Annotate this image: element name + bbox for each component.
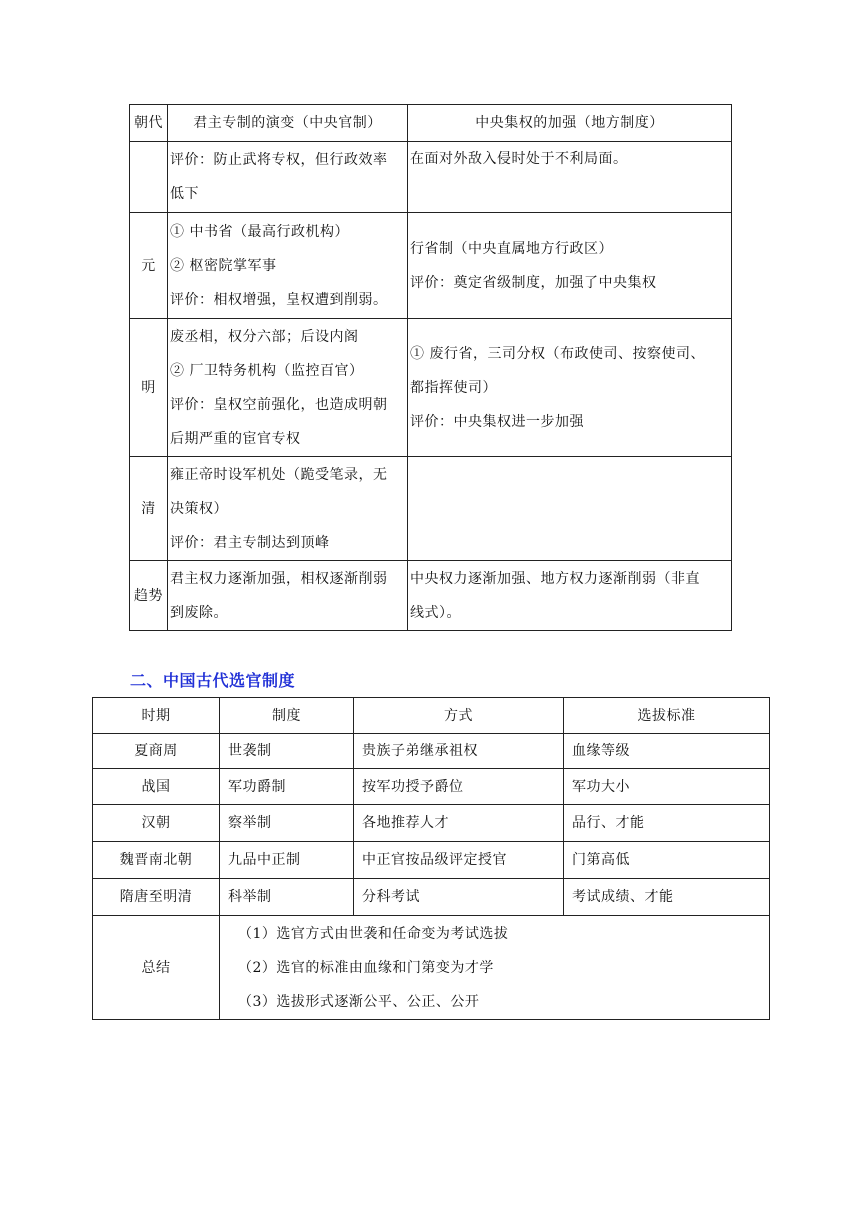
cell-line: 都指挥使司） (410, 379, 497, 396)
criteria-cell: 门第高低 (564, 842, 770, 879)
cell-line: ① 废行省，三司分权（布政使司、按察使司、 (410, 345, 705, 362)
period-cell: 夏商周 (93, 734, 220, 769)
cell-line: 评价：相权增强，皇权遭到削弱。 (170, 291, 388, 308)
method-cell: 贵族子弟继承祖权 (354, 734, 564, 769)
period-cell: 隋唐至明清 (93, 879, 220, 916)
cell-line: 线式）。 (410, 604, 461, 621)
cell-line: 后期严重的宦官专权 (170, 430, 301, 447)
header-period: 时期 (93, 698, 220, 734)
criteria-cell: 军功大小 (564, 769, 770, 805)
central-local-system-table (129, 104, 732, 631)
table-header-row (130, 105, 732, 142)
cell-line: 评价：防止武将专权，但行政效率 (170, 152, 388, 168)
table-header-row (93, 698, 770, 734)
system-cell: 世袭制 (220, 734, 354, 769)
system-cell: 察举制 (220, 805, 354, 842)
dynasty-cell (130, 142, 168, 213)
table-row (130, 561, 732, 631)
summary-row (93, 916, 770, 1020)
local-cell (408, 319, 732, 457)
system-cell: 军功爵制 (220, 769, 354, 805)
local-cell (408, 213, 732, 319)
cell-line: 决策权） (170, 500, 228, 517)
cell-line: 中央权力逐渐加强、地方权力逐渐削弱（非直 (410, 570, 700, 587)
method-cell: 按军功授予爵位 (354, 769, 564, 805)
header-dynasty: 朝代 (130, 105, 168, 142)
criteria-cell: 品行、才能 (564, 805, 770, 842)
header-central: 君主专制的演变（中央官制） (168, 105, 408, 142)
dynasty-cell: 明 (130, 319, 168, 457)
method-cell: 各地推荐人才 (354, 805, 564, 842)
method-cell: 中正官按品级评定授官 (354, 842, 564, 879)
method-cell: 分科考试 (354, 879, 564, 916)
dynasty-cell: 趋势 (130, 561, 168, 631)
table-row (93, 805, 770, 842)
table-row (93, 879, 770, 916)
system-cell: 科举制 (220, 879, 354, 916)
dynasty-cell: 清 (130, 457, 168, 561)
central-cell (168, 561, 408, 631)
central-cell (168, 319, 408, 457)
table-row (130, 319, 732, 457)
official-selection-table (92, 697, 770, 1020)
central-cell (168, 142, 408, 213)
period-cell: 战国 (93, 769, 220, 805)
table-row (130, 457, 732, 561)
cell-line: ② 厂卫特务机构（监控百官） (170, 362, 364, 379)
header-local: 中央集权的加强（地方制度） (408, 105, 732, 142)
local-cell (408, 457, 732, 561)
table-row (93, 842, 770, 879)
local-cell (408, 142, 732, 213)
summary-line: （3）选拔形式逐渐公平、公正、公开 (238, 993, 480, 1010)
cell-line: 在面对外敌入侵时处于不利局面。 (410, 151, 628, 167)
period-cell: 汉朝 (93, 805, 220, 842)
cell-line: ① 中书省（最高行政机构） (170, 223, 349, 240)
cell-line: 行省制（中央直属地方行政区） (410, 240, 613, 257)
header-method: 方式 (354, 698, 564, 734)
header-system: 制度 (220, 698, 354, 734)
cell-line: 雍正帝时设军机处（跪受笔录，无 (170, 466, 388, 483)
cell-line: 评价：奠定省级制度，加强了中央集权 (410, 274, 657, 291)
cell-line: 低下 (170, 186, 199, 202)
central-cell (168, 457, 408, 561)
cell-line: 到废除。 (170, 604, 228, 621)
table-row (130, 213, 732, 319)
table-row (130, 142, 732, 213)
criteria-cell: 考试成绩、才能 (564, 879, 770, 916)
system-cell: 九品中正制 (220, 842, 354, 879)
table-row (93, 734, 770, 769)
summary-label: 总结 (93, 916, 220, 1020)
summary-line: （1）选官方式由世袭和任命变为考试选拔 (238, 925, 509, 942)
dynasty-cell: 元 (130, 213, 168, 319)
central-cell (168, 213, 408, 319)
cell-line: 废丞相，权分六部；后设内阁 (170, 328, 359, 345)
summary-cell (220, 916, 770, 1020)
period-cell: 魏晋南北朝 (93, 842, 220, 879)
section-heading: 二、中国古代选官制度 (130, 671, 296, 690)
cell-line: 评价：中央集权进一步加强 (410, 413, 584, 430)
cell-line: 评价：君主专制达到顶峰 (170, 534, 330, 551)
cell-line: 评价：皇权空前强化，也造成明朝 (170, 396, 388, 413)
summary-line: （2）选官的标准由血缘和门第变为才学 (238, 959, 494, 976)
local-cell (408, 561, 732, 631)
cell-line: ② 枢密院掌军事 (170, 257, 277, 274)
cell-line: 君主权力逐渐加强，相权逐渐削弱 (170, 570, 388, 587)
criteria-cell: 血缘等级 (564, 734, 770, 769)
table-row (93, 769, 770, 805)
header-criteria: 选拔标准 (564, 698, 770, 734)
